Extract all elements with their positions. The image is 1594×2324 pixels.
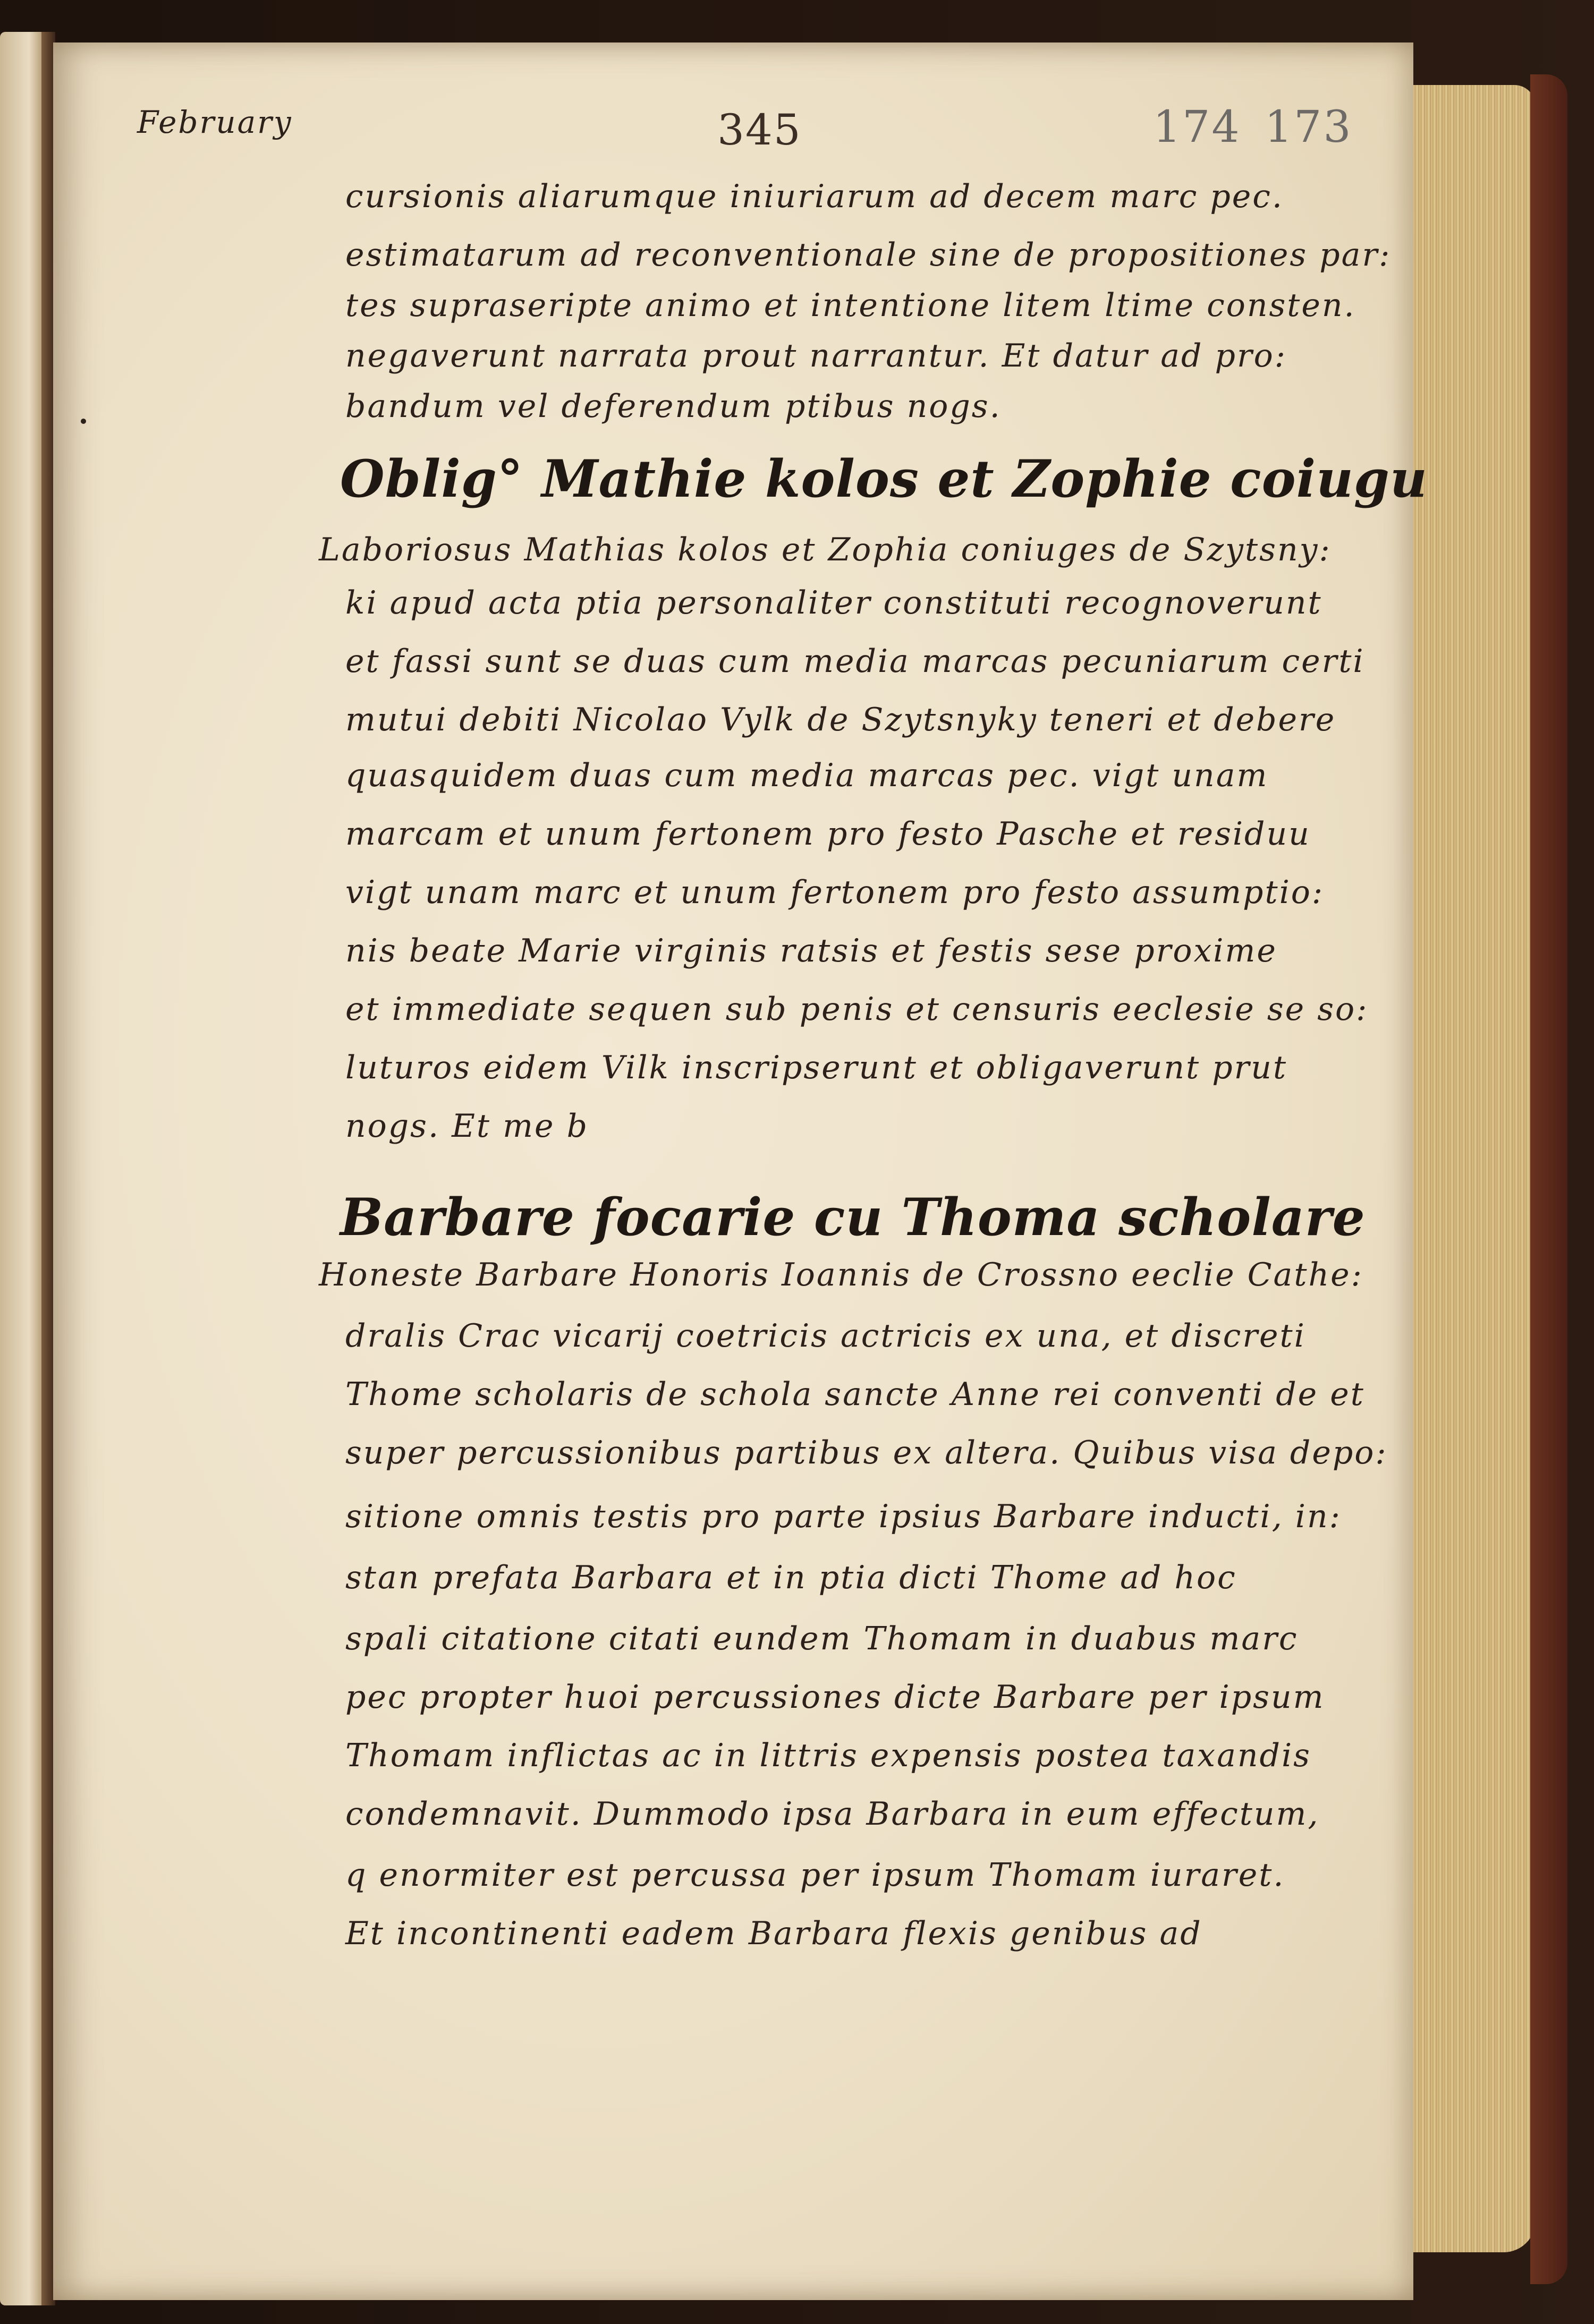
page-number: 345 — [717, 105, 802, 155]
text-line: stan prefata Barbara et in ptia dicti Thome ad hoc — [345, 1559, 1237, 1596]
text-line: nis beate Marie virginis ratsis et festis sese proxime — [345, 932, 1277, 969]
facing-page-edge — [0, 32, 41, 2305]
text-line: Honeste Barbare Honoris Ioannis de Crossno eeclie Cathe: — [319, 1256, 1363, 1293]
text-line: spali citatione citati eundem Thomam in duabus marc — [345, 1620, 1299, 1657]
text-line: Laboriosus Mathias kolos et Zophia coniuges de Szytsny: — [319, 531, 1332, 568]
text-line: bandum vel deferendum ptibus nogs. — [345, 388, 1002, 425]
text-line: negaverunt narrata prout narrantur. Et datur ad pro: — [345, 337, 1287, 374]
text-line: cursionis aliarumque iniuriarum ad decem marc pec. — [345, 178, 1284, 215]
text-line: sitione omnis testis pro parte ipsius Barbare inducti, in: — [345, 1498, 1342, 1535]
text-line: condemnavit. Dummodo ipsa Barbara in eum effectum, — [345, 1795, 1320, 1833]
text-line: Thomam inflictas ac in littris expensis postea taxandis — [345, 1737, 1311, 1774]
text-line: pec propter huoi percussiones dicte Barbare per ipsum — [345, 1679, 1325, 1716]
text-line: luturos eidem Vilk inscripserunt et obligaverunt prut — [345, 1049, 1288, 1086]
text-line: nogs. Et me b — [345, 1108, 589, 1145]
text-line: et fassi sunt se duas cum media marcas pecuniarum certi — [345, 643, 1365, 680]
folio-number-pencil-old: 173 — [1265, 102, 1353, 152]
text-line: q enormiter est percussa per ipsum Thomam iuraret. — [345, 1857, 1285, 1894]
text-line: dralis Crac vicarij coetricis actricis ex una, et discreti — [345, 1317, 1306, 1355]
text-line: estimatarum ad reconventionale sine de propositiones par: — [345, 236, 1392, 274]
text-line: tes supraseripte animo et intentione litem ltime consten. — [345, 287, 1356, 324]
manuscript-page — [53, 42, 1413, 2300]
folio-number-pencil: 174 — [1153, 102, 1241, 152]
text-line: mutui debiti Nicolao Vylk de Szytsnyky teneri et debere — [345, 701, 1336, 738]
entry-rubric: Oblig° Mathie kolos et Zophie coiugu — [340, 449, 1428, 509]
text-line: marcam et unum fertonem pro festo Pasche et residuu — [345, 815, 1311, 853]
text-line: Thome scholaris de schola sancte Anne rei conventi de et — [345, 1376, 1365, 1413]
leather-cover-edge — [1530, 74, 1567, 2284]
month-heading: February — [137, 104, 293, 140]
text-line: quasquidem duas cum media marcas pec. vigt unam — [345, 757, 1269, 794]
text-line: et immediate sequen sub penis et censuris eeclesie se so: — [345, 991, 1369, 1028]
text-line: vigt unam marc et unum fertonem pro festo assumptio: — [345, 874, 1325, 911]
text-line: ki apud acta ptia personaliter constituti recognoverunt — [345, 584, 1322, 622]
text-line: super percussionibus partibus ex altera. Quibus visa depo: — [345, 1434, 1388, 1471]
text-line: Et incontinenti eadem Barbara flexis genibus ad — [345, 1915, 1202, 1952]
ink-dot — [81, 419, 86, 424]
entry-rubric: Barbare focarie cu Thoma scholare — [340, 1187, 1366, 1247]
page-block-edge — [1413, 85, 1536, 2252]
